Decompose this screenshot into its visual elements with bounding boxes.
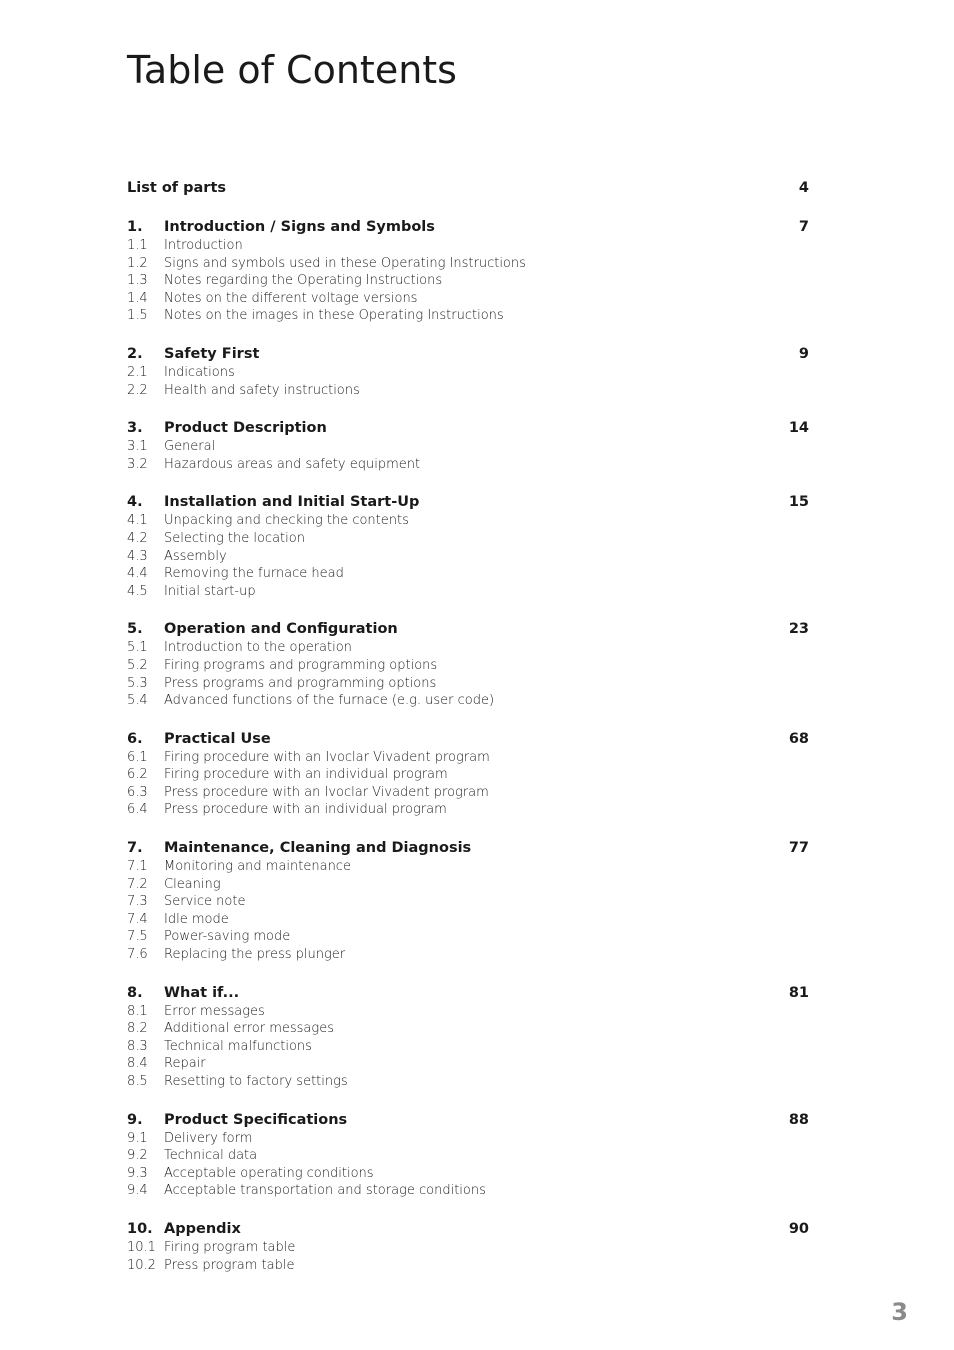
toc-subsection-number: 5.2 [127,657,148,673]
toc-section-title: Operation and Configuration [164,621,398,638]
toc-subsection[interactable] [127,801,809,819]
toc-subsection-title: Signs and symbols used in these Operating Instructions [164,255,526,271]
toc-page-number: 68 [788,730,809,747]
toc-section-number: 3. [127,420,143,437]
toc-section-title: Safety First [164,345,260,362]
toc-subsection-number: 7.5 [127,929,148,945]
toc-subsection-title: Cleaning [164,876,221,892]
toc-subsection-title: Monitoring and maintenance [164,859,351,875]
toc-section-number: 6. [127,730,143,747]
toc-subsection[interactable] [127,530,809,548]
toc-section [127,838,809,964]
toc-subsection-title: Advanced functions of the furnace (e.g. user code) [164,693,495,709]
toc-subsection-number: 9.4 [127,1183,148,1199]
toc-subsection-number: 8.2 [127,1021,148,1037]
toc-subsection-title: Idle mode [164,911,229,927]
toc-subsection-title: Firing procedure with an individual program [164,767,448,783]
toc-subsection-number: 3.2 [127,456,148,472]
toc-subsection-number: 5.3 [127,675,148,691]
toc-page-number: 23 [788,621,809,638]
toc-subsection-title: Firing programs and programming options [164,657,438,673]
toc-subsection-number: 2.1 [127,364,148,380]
toc-subsection-number: 7.4 [127,911,148,927]
toc-subsection-title: Health and safety instructions [164,382,360,398]
toc-section [127,1219,809,1274]
toc-section-title: Product Description [164,420,327,437]
toc-subsection-number: 8.4 [127,1056,148,1072]
toc-subsection-number: 7.1 [127,859,148,875]
toc-subsection-number: 4.2 [127,530,148,546]
toc-subsection-number: 6.4 [127,802,148,818]
toc-subsection[interactable] [127,307,809,325]
toc-page-number: 88 [788,1111,809,1128]
toc-section-title: Installation and Initial Start-Up [164,494,420,511]
toc-subsection-title: Notes on the images in these Operating Instructions [164,308,504,324]
toc-subsection-number: 4.3 [127,548,148,564]
toc-subsection-title: Press procedure with an Ivoclar Vivadent program [164,784,489,800]
toc-subsection-number: 7.3 [127,894,148,910]
toc-subsection-title: Press program table [164,1257,295,1273]
toc-section [127,983,809,1091]
toc-section-heading[interactable] [127,1219,809,1239]
toc-section-title: Introduction / Signs and Symbols [164,219,435,235]
toc-page-number: 4 [798,180,809,196]
toc-subsection[interactable] [127,1073,809,1091]
toc-subsection[interactable] [127,255,809,273]
toc-section-heading[interactable] [127,1110,809,1130]
toc-subsection-number: 9.1 [127,1130,148,1146]
toc-subsection[interactable] [127,237,809,255]
toc-subsection-title: Additional error messages [164,1021,334,1037]
toc-subsection[interactable] [127,548,809,566]
toc-subsection-title: Technical data [164,1148,258,1164]
toc-subsection-number: 8.3 [127,1038,148,1054]
toc-subsection-title: Indications [164,364,235,380]
toc-subsection[interactable] [127,1055,809,1073]
toc-subsection[interactable] [127,749,809,767]
toc-subsection-number: 6.2 [127,767,148,783]
toc-section [127,1110,809,1200]
toc-subsection-number: 7.2 [127,876,148,892]
toc-subsection[interactable] [127,382,809,400]
toc-subsection-number: 10.1 [127,1239,156,1255]
toc-subsection[interactable] [127,1147,809,1165]
toc-subsection-title: Press programs and programming options [164,675,437,691]
toc-section-number: 5. [127,621,143,638]
toc-section-title: Maintenance, Cleaning and Diagnosis [164,840,472,857]
toc-section-number: 9. [127,1111,143,1128]
toc-subsection-title: Press procedure with an individual program [164,802,447,818]
toc-subsection-title: Hazardous areas and safety equipment [164,456,421,472]
table-of-contents [127,178,809,1293]
toc-subsection-number: 10.2 [127,1257,156,1273]
toc-subsection-number: 9.2 [127,1148,148,1164]
toc-subsection[interactable] [127,928,809,946]
toc-entry-title: List of parts [127,180,227,196]
toc-section [127,217,809,325]
toc-subsection[interactable] [127,1165,809,1183]
toc-subsection[interactable] [127,692,809,710]
toc-subsection-title: Introduction [164,238,243,253]
toc-subsection-number: 6.3 [127,784,148,800]
toc-subsection[interactable] [127,675,809,693]
toc-subsection[interactable] [127,876,809,894]
toc-subsection-number: 1.1 [127,238,148,253]
toc-subsection-title: Resetting to factory settings [164,1074,348,1089]
toc-section-title: Product Specifications [164,1111,348,1128]
toc-subsection[interactable] [127,1182,809,1200]
toc-subsection-number: 5.4 [127,693,148,709]
toc-subsection-number: 1.4 [127,290,148,306]
toc-page-number: 90 [788,1220,809,1237]
toc-subsection-number: 2.2 [127,382,148,398]
toc-subsection[interactable] [127,583,809,601]
toc-section-number: 1. [127,219,143,235]
toc-subsection-title: General [164,439,216,455]
toc-subsection[interactable] [127,784,809,802]
toc-subsection-number: 4.4 [127,566,148,582]
toc-page-number: 15 [788,494,809,511]
toc-section-number: 7. [127,840,143,857]
toc-subsection-title: Acceptable transportation and storage conditions [164,1183,486,1199]
toc-subsection-number: 1.2 [127,255,148,271]
toc-section-title: Practical Use [164,730,271,747]
toc-section [127,492,809,600]
toc-subsection-number: 9.3 [127,1165,148,1181]
toc-subsection[interactable] [127,438,809,456]
toc-subsection-number: 7.6 [127,947,148,963]
toc-subsection-title: Notes regarding the Operating Instructions [164,273,443,289]
toc-page-number: 81 [788,984,809,1001]
toc-subsection-title: Removing the furnace head [164,566,344,582]
toc-subsection[interactable] [127,272,809,290]
toc-subsection-title: Firing program table [164,1239,296,1255]
toc-section-heading[interactable] [127,492,809,512]
toc-subsection[interactable] [127,946,809,964]
toc-subsection-title: Unpacking and checking the contents [164,513,409,529]
toc-subsection-title: Technical malfunctions [164,1038,312,1054]
toc-section-heading[interactable] [127,217,809,237]
toc-subsection-title: Selecting the location [164,530,305,546]
toc-page-number: 9 [798,345,809,362]
toc-subsection-number: 5.1 [127,640,148,656]
toc-page-number: 7 [798,219,809,235]
toc-section-heading[interactable] [127,729,809,749]
page-number: 3 [891,1298,908,1326]
toc-subsection[interactable] [127,565,809,583]
toc-section-number: 8. [127,984,143,1001]
toc-section-number: 4. [127,494,143,511]
toc-section [127,418,809,473]
toc-subsection[interactable] [127,911,809,929]
toc-subsection-title: Initial start-up [164,583,256,599]
toc-section-heading[interactable] [127,418,809,438]
toc-list-of-parts[interactable] [127,178,809,198]
toc-subsection[interactable] [127,1003,809,1021]
toc-subsection[interactable] [127,456,809,474]
toc-subsection-number: 1.5 [127,308,148,324]
toc-section-heading[interactable] [127,838,809,858]
toc-subsection-title: Replacing the press plunger [164,947,346,963]
toc-subsection-number: 6.1 [127,749,148,765]
toc-subsection[interactable] [127,893,809,911]
toc-subsection-number: 8.1 [127,1003,148,1019]
toc-section-heading[interactable] [127,344,809,364]
toc-subsection[interactable] [127,1038,809,1056]
toc-section-number: 2. [127,345,143,362]
toc-subsection-number: 4.1 [127,513,148,529]
toc-subsection[interactable] [127,1020,809,1038]
toc-section-title: What if... [164,984,240,1001]
toc-subsection-number: 4.5 [127,583,148,599]
toc-subsection[interactable] [127,1257,809,1275]
toc-subsection-title: Power-saving mode [164,929,291,945]
toc-subsection[interactable] [127,766,809,784]
toc-page-number: 77 [788,840,809,857]
toc-subsection-number: 1.3 [127,273,148,289]
toc-page-number: 14 [788,420,809,437]
toc-subsection[interactable] [127,364,809,382]
toc-subsection[interactable] [127,858,809,876]
toc-section [127,729,809,819]
toc-section-title: Appendix [164,1220,241,1237]
toc-section [127,344,809,399]
toc-subsection-title: Introduction to the operation [164,640,352,656]
toc-subsection-title: Acceptable operating conditions [164,1165,374,1181]
toc-section [127,619,809,709]
page-title: Table of Contents [127,48,457,92]
toc-section-heading[interactable] [127,983,809,1003]
toc-section-number: 10. [127,1220,153,1237]
toc-subsection-title: Notes on the different voltage versions [164,290,418,306]
toc-subsection[interactable] [127,1130,809,1148]
toc-subsection[interactable] [127,512,809,530]
toc-section-heading[interactable] [127,619,809,639]
toc-subsection[interactable] [127,657,809,675]
toc-subsection-title: Assembly [164,548,227,564]
toc-subsection[interactable] [127,639,809,657]
toc-subsection-title: Service note [164,894,246,910]
toc-subsection-number: 3.1 [127,439,148,455]
toc-subsection-number: 8.5 [127,1074,148,1089]
toc-subsection-title: Delivery form [164,1130,253,1146]
toc-subsection-title: Firing procedure with an Ivoclar Vivadent program [164,749,490,765]
toc-subsection-title: Error messages [164,1003,265,1019]
toc-subsection[interactable] [127,1239,809,1257]
toc-subsection-title: Repair [164,1056,206,1072]
toc-subsection[interactable] [127,290,809,308]
